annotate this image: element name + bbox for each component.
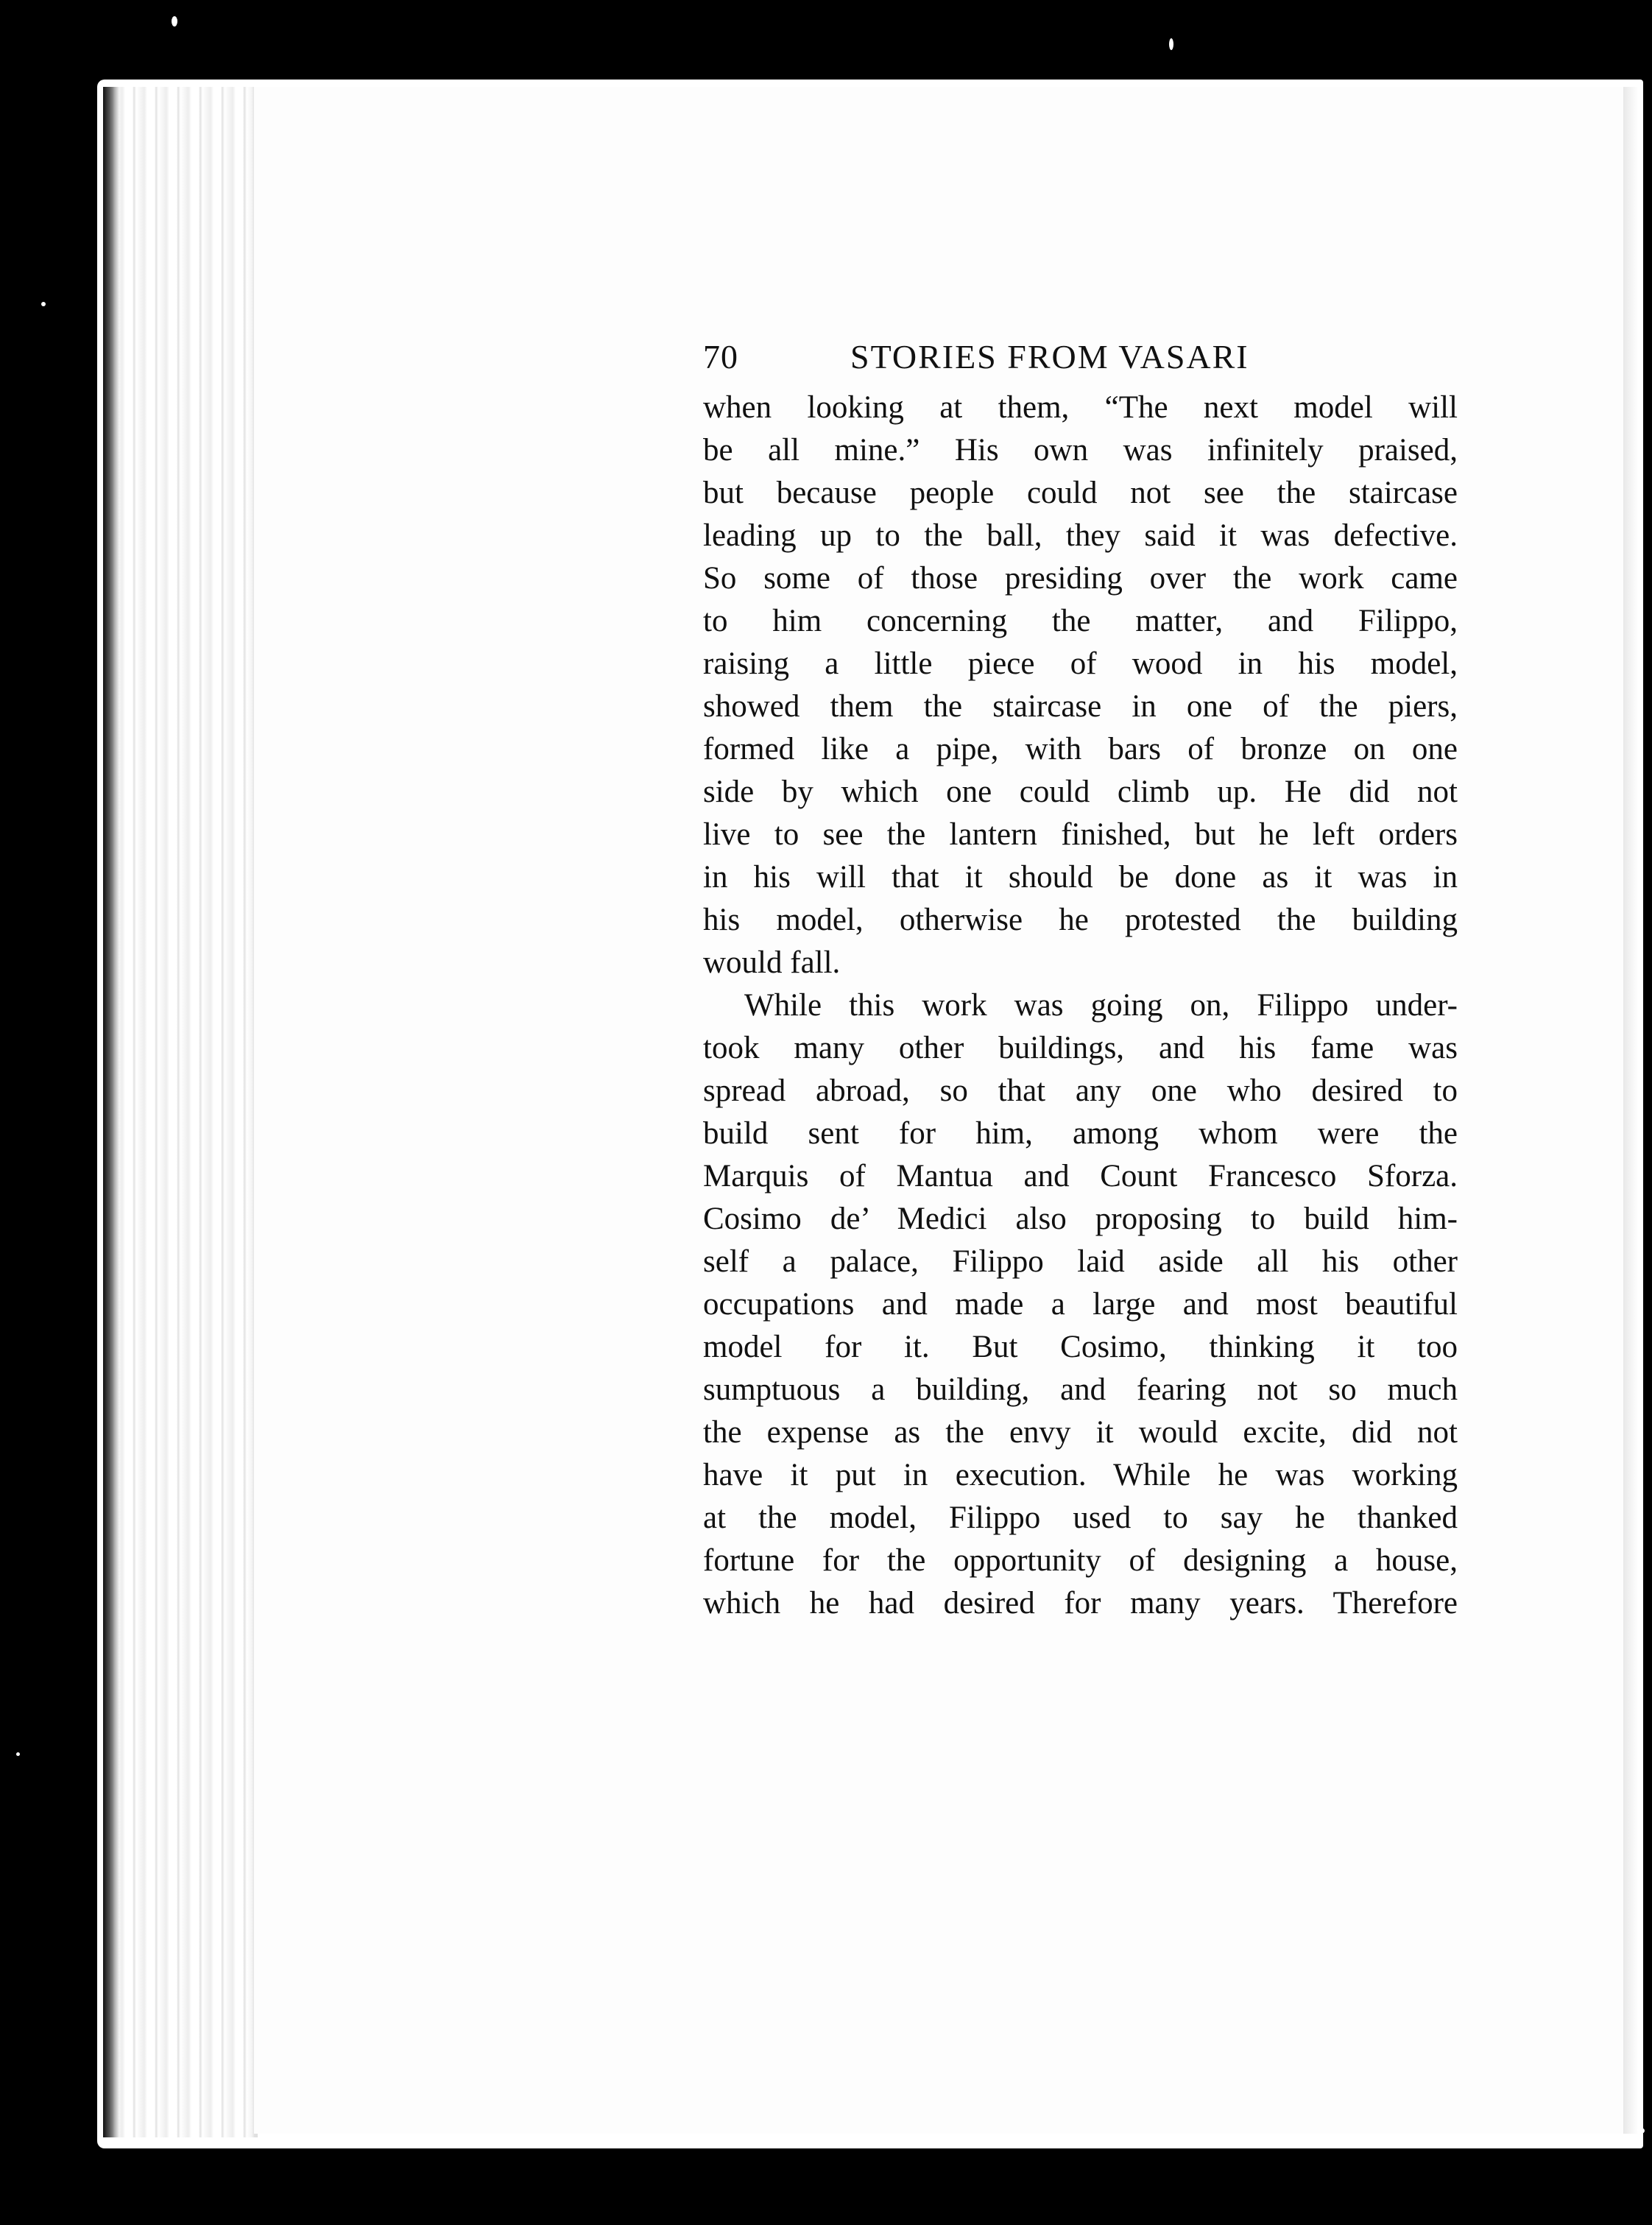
text-line: So some of those presiding over the work came [703, 561, 1458, 596]
dust-speck [41, 302, 46, 306]
text-line: leading up to the ball, they said it was defective. [703, 518, 1458, 553]
running-head [703, 337, 1458, 376]
page-fore-edge [103, 87, 258, 2137]
page-text [703, 337, 1458, 1625]
text-line: self a palace, Filippo laid aside all his other [703, 1244, 1458, 1279]
dust-speck [16, 1752, 20, 1756]
text-line: build sent for him, among whom were the [703, 1116, 1458, 1151]
text-line: Cosimo de’ Medici also proposing to build him- [703, 1202, 1458, 1236]
text-line: fortune for the opportunity of designing a house, [703, 1543, 1458, 1578]
text-line: to him concerning the matter, and Filippo, [703, 604, 1458, 638]
text-line: sumptuous a building, and fearing not so much [703, 1372, 1458, 1407]
text-line: occupations and made a large and most beautiful [703, 1287, 1458, 1322]
text-line: be all mine.” His own was infinitely praised, [703, 433, 1458, 468]
text-line: but because people could not see the staircase [703, 476, 1458, 510]
dust-speck [172, 16, 177, 27]
text-line: at the model, Filippo used to say he thanked [703, 1501, 1458, 1535]
text-line: have it put in execution. While he was working [703, 1458, 1458, 1492]
text-line: took many other buildings, and his fame was [703, 1031, 1458, 1065]
text-line: showed them the staircase in one of the piers, [703, 689, 1458, 724]
text-line: raising a little piece of wood in his model, [703, 646, 1458, 681]
running-title: STORIES FROM VASARI [850, 338, 1249, 375]
page-number: 70 [703, 338, 738, 375]
page-right-edge [1623, 87, 1638, 2134]
text-line: his model, otherwise he protested the building [703, 903, 1458, 937]
dust-speck [1637, 2128, 1645, 2134]
text-line: when looking at them, “The next model will [703, 390, 1458, 425]
text-line: in his will that it should be done as it was in [703, 860, 1458, 895]
dust-speck [1169, 38, 1173, 50]
text-line: which he had desired for many years. Therefore [703, 1586, 1458, 1621]
text-line: side by which one could climb up. He did not [703, 775, 1458, 809]
text-line: While this work was going on, Filippo under- [744, 988, 1458, 1023]
text-line: model for it. But Cosimo, thinking it too [703, 1330, 1458, 1364]
text-line: formed like a pipe, with bars of bronze on one [703, 732, 1458, 766]
text-line: would fall. [703, 945, 841, 980]
text-line: the expense as the envy it would excite, did not [703, 1415, 1458, 1450]
text-line: Marquis of Mantua and Count Francesco Sforza. [703, 1159, 1458, 1193]
text-line: live to see the lantern finished, but he left orders [703, 817, 1458, 852]
text-line: spread abroad, so that any one who desired to [703, 1073, 1458, 1108]
